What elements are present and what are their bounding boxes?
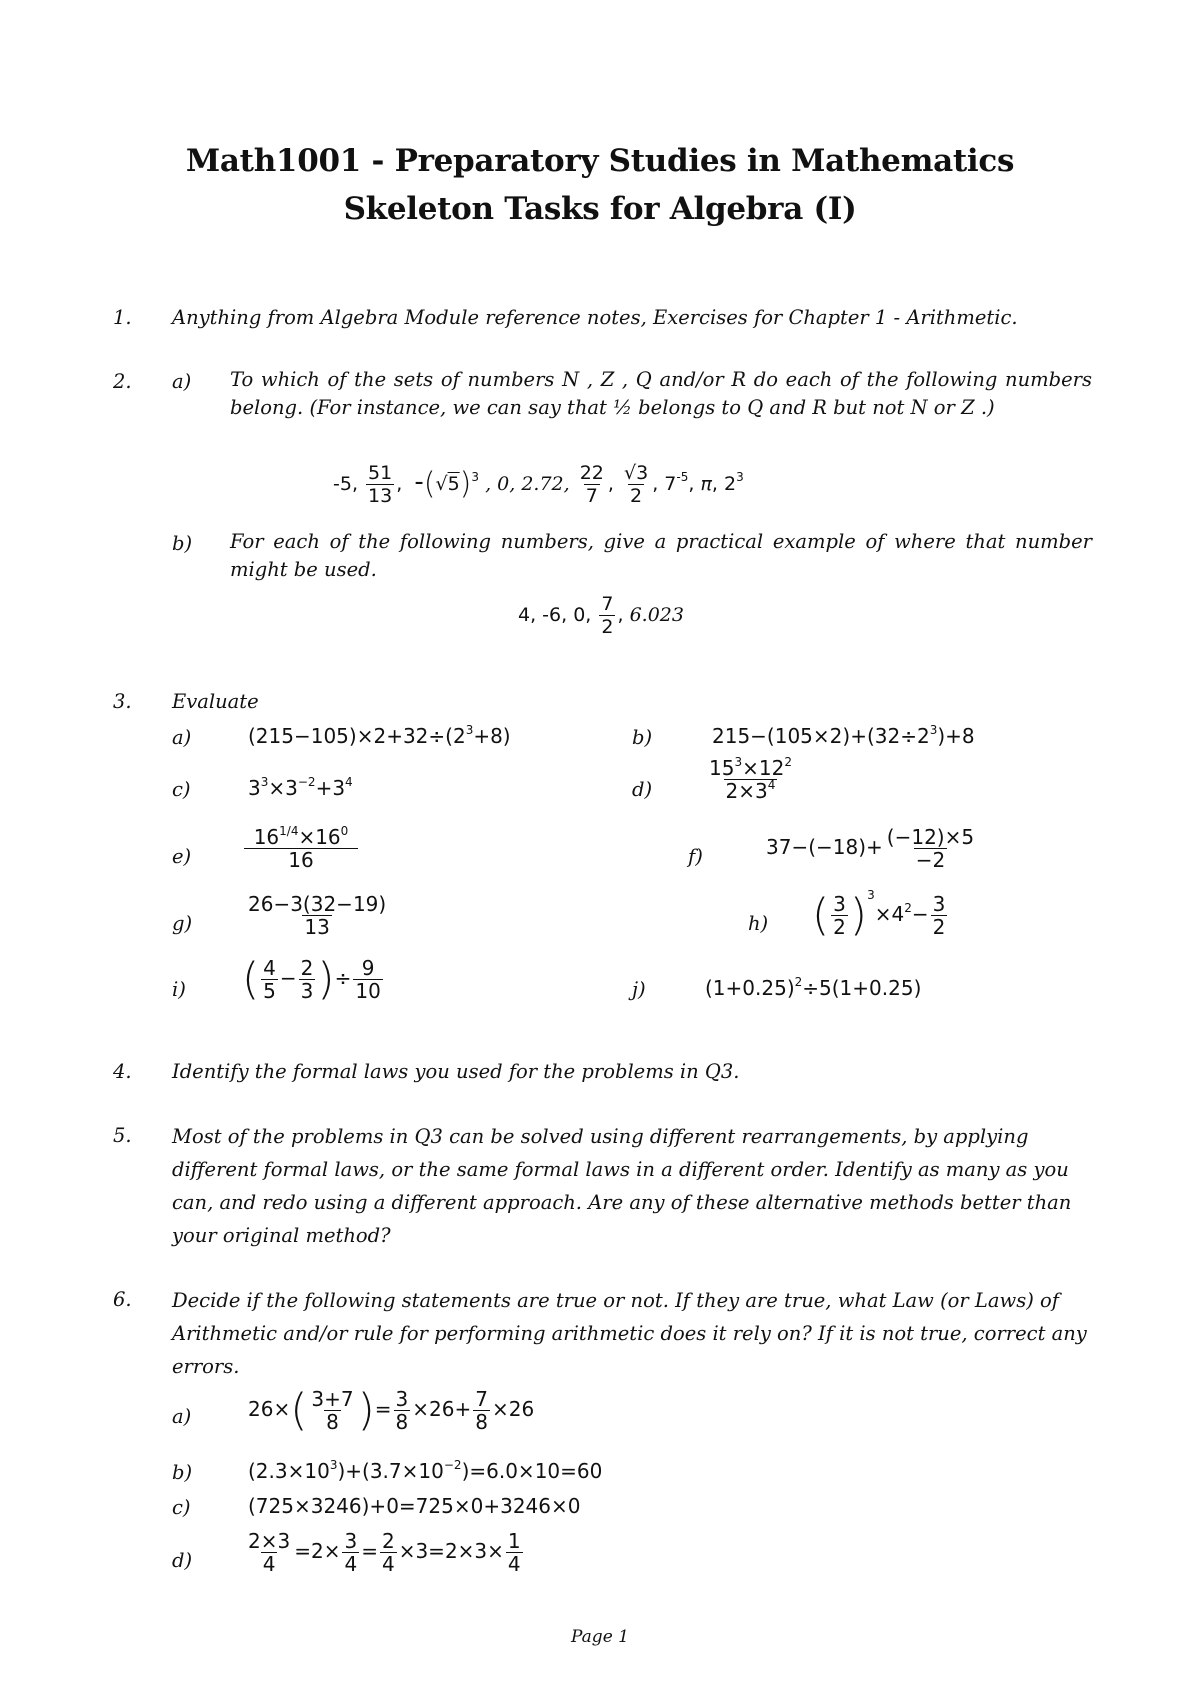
- q2-frac-22-7: $\frac{22}{7}$: [579, 462, 604, 507]
- q3-h-label: h): [748, 912, 769, 935]
- q4-number: 4.: [113, 1060, 132, 1083]
- q3-c-label: c): [172, 778, 191, 801]
- q3-f-expr: 37−(−18)+ $\frac{(-12)\times 5}{-2}$: [766, 825, 975, 872]
- q3-j-label: j): [632, 978, 646, 1001]
- q3-c-expr: $3^3\times 3^{-2}+3^4$: [248, 775, 353, 800]
- q2-b-text: For each of the following numbers, give a practical example of where that number might be used.: [230, 530, 1092, 581]
- q6-number: 6.: [113, 1288, 132, 1311]
- q2-b-ints: 4, -6, 0,: [518, 604, 592, 626]
- q2-a-label: a): [172, 370, 192, 393]
- root-icon: √: [435, 473, 448, 495]
- q3-g-expr: $\frac{26-3(32-19)}{13}$: [248, 892, 387, 939]
- q3-j-expr: $(1+0.25)^2\div 5(1+0.25)$: [705, 975, 922, 1000]
- q6-text: Decide if the following statements are true or not. If they are true, what Law (or Laws) of Arithmetic and/or rule for performing arithmetic does it rely on? If it is not true, correct any errors.: [172, 1289, 1087, 1378]
- q2-neg-sign: -: [414, 467, 424, 497]
- q2-b-frac-7-2: $\frac{7}{2}$: [601, 593, 614, 638]
- q2-a-text: To which of the sets of numbers N , Z , Q and/or R do each of the following numbers belong. (For instance, we can say that ½ belongs to Q and R but not N or Z .): [230, 368, 1092, 419]
- q2-number: 2.: [113, 370, 132, 393]
- q3-a-label: a): [172, 726, 192, 749]
- q2-mid-values: , 0, 2.72,: [485, 473, 570, 495]
- q3-b-expr: $215-(105\times 2)+(32\div 2^3)+8$: [712, 723, 975, 748]
- q3-b-label: b): [632, 726, 653, 749]
- q1-number: 1.: [113, 306, 132, 329]
- q3-d-expr: $\frac{15^3\times 12^2}{2\times 3^4}$: [709, 755, 792, 803]
- q6-a-expr: 26×( $\frac{3+7}{8}$ )= $\frac{3}{8}$ ×26+ $\frac{7}{8}$ ×26: [248, 1384, 535, 1436]
- q2-power-7: $7^{-5}$: [664, 470, 689, 495]
- q2-num-neg5: -5,: [333, 473, 358, 495]
- q2-power-2: $2^3$: [724, 470, 744, 495]
- q2-b-label: b): [172, 532, 193, 555]
- q1-text: Anything from Algebra Module reference notes, Exercises for Chapter 1 - Arithmetic.: [172, 306, 1018, 329]
- q3-i-expr: ( $\frac{4}{5}$ − $\frac{2}{3}$ )÷ $\frac{9}{10}$: [242, 953, 381, 1005]
- q2-frac-root3-2: $\frac{√3}{2}$: [624, 462, 649, 507]
- q3-a-expr: $(215-105)\times 2+32\div(2^3+8)$: [248, 723, 511, 748]
- q6-d-expr: $\frac{2\times 3}{4}$ =2× $\frac{3}{4}$ = $\frac{2}{4}$ ×3=2×3× $\frac{1}{4}$: [248, 1529, 521, 1576]
- title-line-1: Math1001 - Preparatory Studies in Mathematics: [185, 143, 1015, 179]
- q3-h-expr: ( $\frac{3}{2}$ )$^3\times 4^2-$ $\frac{3}{2}$: [812, 888, 946, 941]
- q2-number-list: -5, $\frac{51}{13}$ , $-(√5)^3$ , 0, 2.72, $\frac{22}{7}$ , $\frac{√3}{2}$ , $7^{-5}$, π, $2^3$: [333, 462, 744, 507]
- q3-e-label: e): [172, 845, 192, 868]
- q2-b-last: 6.023: [629, 604, 684, 626]
- q6-a-label: a): [172, 1405, 192, 1428]
- q4-text: Identify the formal laws you used for the problems in Q3.: [172, 1060, 740, 1083]
- q3-title: Evaluate: [172, 690, 259, 713]
- q6-b-expr: $(2.3\times 10^3)+(3.7\times 10^{-2})=6.0\times 10=60$: [248, 1458, 603, 1483]
- q6-b-label: b): [172, 1461, 193, 1484]
- q2-frac-51-13: $\frac{51}{13}$: [368, 462, 393, 507]
- q5-number: 5.: [113, 1124, 132, 1147]
- q6-c-label: c): [172, 1496, 191, 1519]
- q3-number: 3.: [113, 690, 132, 713]
- q6-c-expr: (725×3246)+0=725×0+3246×0: [248, 1494, 581, 1518]
- q2-pi: π: [700, 473, 712, 495]
- q3-e-expr: $\frac{16^{1/4}\times 16^0}{16}$: [244, 826, 358, 871]
- page-number: Page 1: [571, 1627, 629, 1647]
- q3-d-label: d): [632, 778, 653, 801]
- q3-i-label: i): [172, 978, 186, 1001]
- q2-b-number-list: 4, -6, 0, $\frac{7}{2}$ , 6.023: [518, 593, 684, 638]
- title-line-2: Skeleton Tasks for Algebra (I): [343, 191, 857, 227]
- q6-d-label: d): [172, 1549, 193, 1572]
- q3-f-label: f): [688, 845, 703, 868]
- q3-g-label: g): [172, 912, 193, 935]
- q5-text: Most of the problems in Q3 can be solved using different rearrangements, by applying different formal laws, or the same formal laws in a different order. Identify as many as you can, and redo using a different approach. Are any of these alternative methods better than your original method?: [172, 1125, 1072, 1247]
